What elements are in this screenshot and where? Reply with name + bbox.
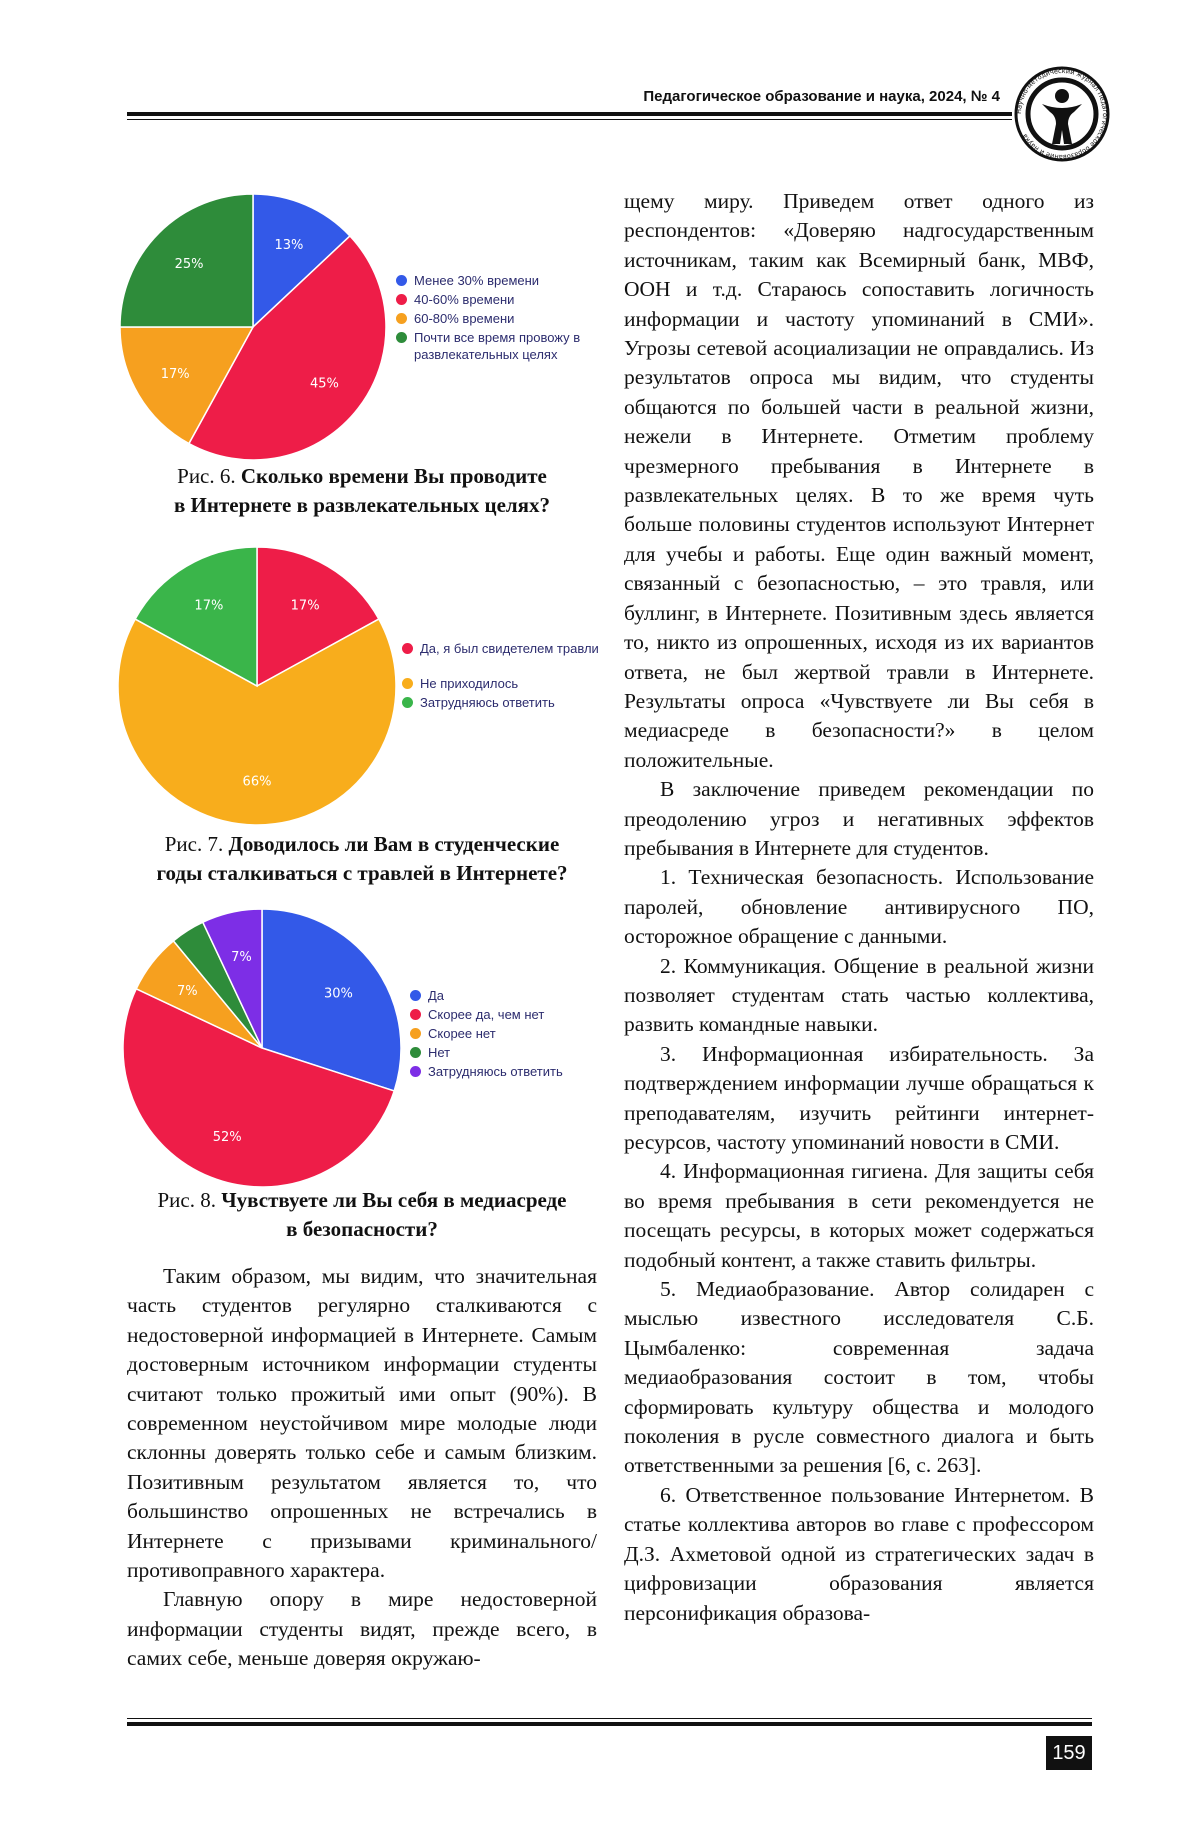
- legend-swatch: [402, 678, 413, 689]
- slice-percent-label: 13%: [274, 237, 304, 253]
- legend-label: Менее 30% времени: [414, 273, 540, 288]
- legend-swatch: [402, 643, 413, 654]
- legend-swatch: [396, 332, 407, 343]
- legend-label: Скорее нет: [428, 1026, 496, 1041]
- header-rule-thick: [127, 112, 1012, 116]
- caption-title-line1: Сколько времени Вы проводите: [240, 464, 547, 488]
- caption-title-line1: Доводилось ли Вам в студенческие: [228, 832, 560, 856]
- legend-fig6: [396, 272, 616, 372]
- caption-title-line1: Чувствуете ли Вы себя в медиасреде: [221, 1188, 567, 1212]
- legend-label: 40-60% времени: [414, 292, 515, 307]
- legend-label: Да, я был свидетелем травли: [420, 641, 599, 656]
- pie-chart-fig8: [122, 908, 402, 1188]
- caption-prefix: Рис. 6.: [177, 464, 236, 488]
- legend-label: Затрудняюсь ответить: [420, 695, 555, 710]
- legend-swatch: [410, 1047, 421, 1058]
- legend-swatch: [410, 1028, 421, 1039]
- pie-chart-fig7: [117, 546, 397, 826]
- footer-rule-thin: [127, 1718, 1092, 1719]
- footer-rule-thick: [127, 1722, 1092, 1726]
- caption-fig7: [120, 830, 604, 888]
- legend-swatch: [396, 275, 407, 286]
- svg-text:Научно-методический журнал Пед: Научно-методический журнал Педагогическое образование и наука: [1014, 66, 1110, 162]
- page-number: 159: [1046, 1736, 1092, 1770]
- slice-percent-label: 45%: [310, 376, 339, 392]
- slice-percent-label: 17%: [194, 598, 224, 614]
- right-text-column: [624, 187, 1094, 1628]
- caption-title-line2: годы сталкиваться с травлей в Интернете?: [156, 861, 568, 885]
- legend-fig7: [402, 640, 612, 730]
- paragraph: 2. Коммуникация. Общение в реальной жизни позволяет студентам стать частью коллектива, развить командные навыки.: [624, 953, 1094, 1037]
- legend-label: Нет: [428, 1045, 451, 1060]
- header-rule-thin: [127, 119, 1012, 120]
- left-text-column: [127, 1262, 597, 1674]
- pie-chart-fig6: [118, 192, 388, 462]
- journal-logo: [1012, 64, 1112, 164]
- legend-label: Не приходилось: [420, 676, 519, 691]
- caption-fig8: [127, 1186, 597, 1244]
- journal-header: Педагогическое образование и наука, 2024, № 4: [643, 88, 1000, 105]
- caption-prefix: Рис. 7.: [164, 832, 224, 856]
- paragraph: 3. Информационная избирательность. За подтверждением информации лучше обращаться к преподавателям, изучить рейтинги интернет-ресурсов, частоту упоминаний новости в СМИ.: [624, 1041, 1094, 1154]
- paragraph: Главную опору в мире недостоверной информации студенты видят, прежде всего, в самих себе, меньше доверяя окружаю-: [127, 1587, 597, 1671]
- legend-label: Затрудняюсь ответить: [428, 1064, 563, 1079]
- legend-swatch: [396, 313, 407, 324]
- paragraph: 5. Медиаобразование. Автор солидарен с мыслью известного исследователя С.Б. Цымбаленко: современная задача медиаобразования состоит в том, чтобы сформировать культуру общества и молодого поколения в русле совместного диалога и быть ответственными за решения [6, с. 263].: [624, 1277, 1094, 1478]
- paragraph: Таким образом, мы видим, что значительная часть студентов регулярно сталкиваются с недостоверной информацией в Интернете. Самым достоверным источником информации студенты считают только прожитый ими опыт (90%). В современном неустойчивом мире молодые люди склонны доверять только себе и самым близким. Позитивным результатом является то, что большинство опрошенных не встречались в Интернете с призывами криминального/противоправного характера.: [127, 1264, 597, 1583]
- legend-swatch: [410, 990, 421, 1001]
- paragraph: В заключение приведем рекомендации по преодолению угроз и негативных эффектов пребывания в Интернете для студентов.: [624, 777, 1094, 860]
- legend-fig8: [410, 987, 610, 1097]
- paragraph: щему миру. Приведем ответ одного из респондентов: «Доверяю надгосударственным источникам, таким как Всемирный банк, МВФ, ООН и т.д. Стараюсь сопоставить логичность информации и частоту упоминаний в СМИ». Угрозы сетевой асоциализации не оправдались. Из результатов опроса мы видим, что студенты общаются по большей части в реальной жизни, нежели в Интернете. Отметим проблему чрезмерного пребывания в Интернете в развлекательных целях. В то же время чуть больше половины студентов используют Интернет для учебы и работы. Еще один важный момент, связанный с безопасностью, – это травля, или буллинг, в Интернете. Позитивным здесь является то, никто из опрошенных, исходя из их вариантов ответа, не был жертвой травли в Интернете. Результаты опроса «Чувствуете ли Вы себя в медиасреде в безопасности?» в целом положительные.: [624, 189, 1094, 772]
- slice-percent-label: 17%: [160, 367, 190, 383]
- legend-swatch: [410, 1066, 421, 1077]
- caption-fig6: [127, 462, 597, 520]
- paragraph: 4. Информационная гигиена. Для защиты себя во время пребывания в сети рекомендуется не посещать ресурсы, в которых может содержаться подобный контент, а также ставить фильтры.: [624, 1159, 1094, 1272]
- slice-percent-label: 52%: [212, 1129, 242, 1145]
- slice-percent-label: 7%: [231, 949, 252, 965]
- slice-percent-label: 17%: [290, 598, 320, 614]
- caption-title-line2: в безопасности?: [286, 1217, 438, 1241]
- legend-swatch: [402, 697, 413, 708]
- slice-percent-label: 25%: [174, 257, 204, 273]
- legend-label: 60-80% времени: [414, 311, 515, 326]
- legend-swatch: [410, 1009, 421, 1020]
- legend-label: Почти все время провожу в развлекательных целях: [414, 330, 581, 362]
- slice-percent-label: 66%: [242, 774, 272, 790]
- slice-percent-label: 30%: [324, 986, 353, 1002]
- slice-percent-label: 7%: [177, 984, 198, 1000]
- legend-swatch: [396, 294, 407, 305]
- paragraph: 6. Ответственное пользование Интернетом. В статье коллектива авторов во главе с профессором Д.З. Ахметовой одной из стратегических задач в цифровизации образования является персонификация образова-: [624, 1482, 1094, 1625]
- paragraph: 1. Техническая безопасность. Использование паролей, обновление антивирусного ПО, осторожное обращение с данными.: [624, 865, 1094, 949]
- legend-label: Да: [428, 988, 445, 1003]
- legend-label: Скорее да, чем нет: [428, 1007, 545, 1022]
- caption-prefix: Рис. 8.: [157, 1188, 216, 1212]
- caption-title-line2: в Интернете в развлекательных целях?: [173, 493, 551, 517]
